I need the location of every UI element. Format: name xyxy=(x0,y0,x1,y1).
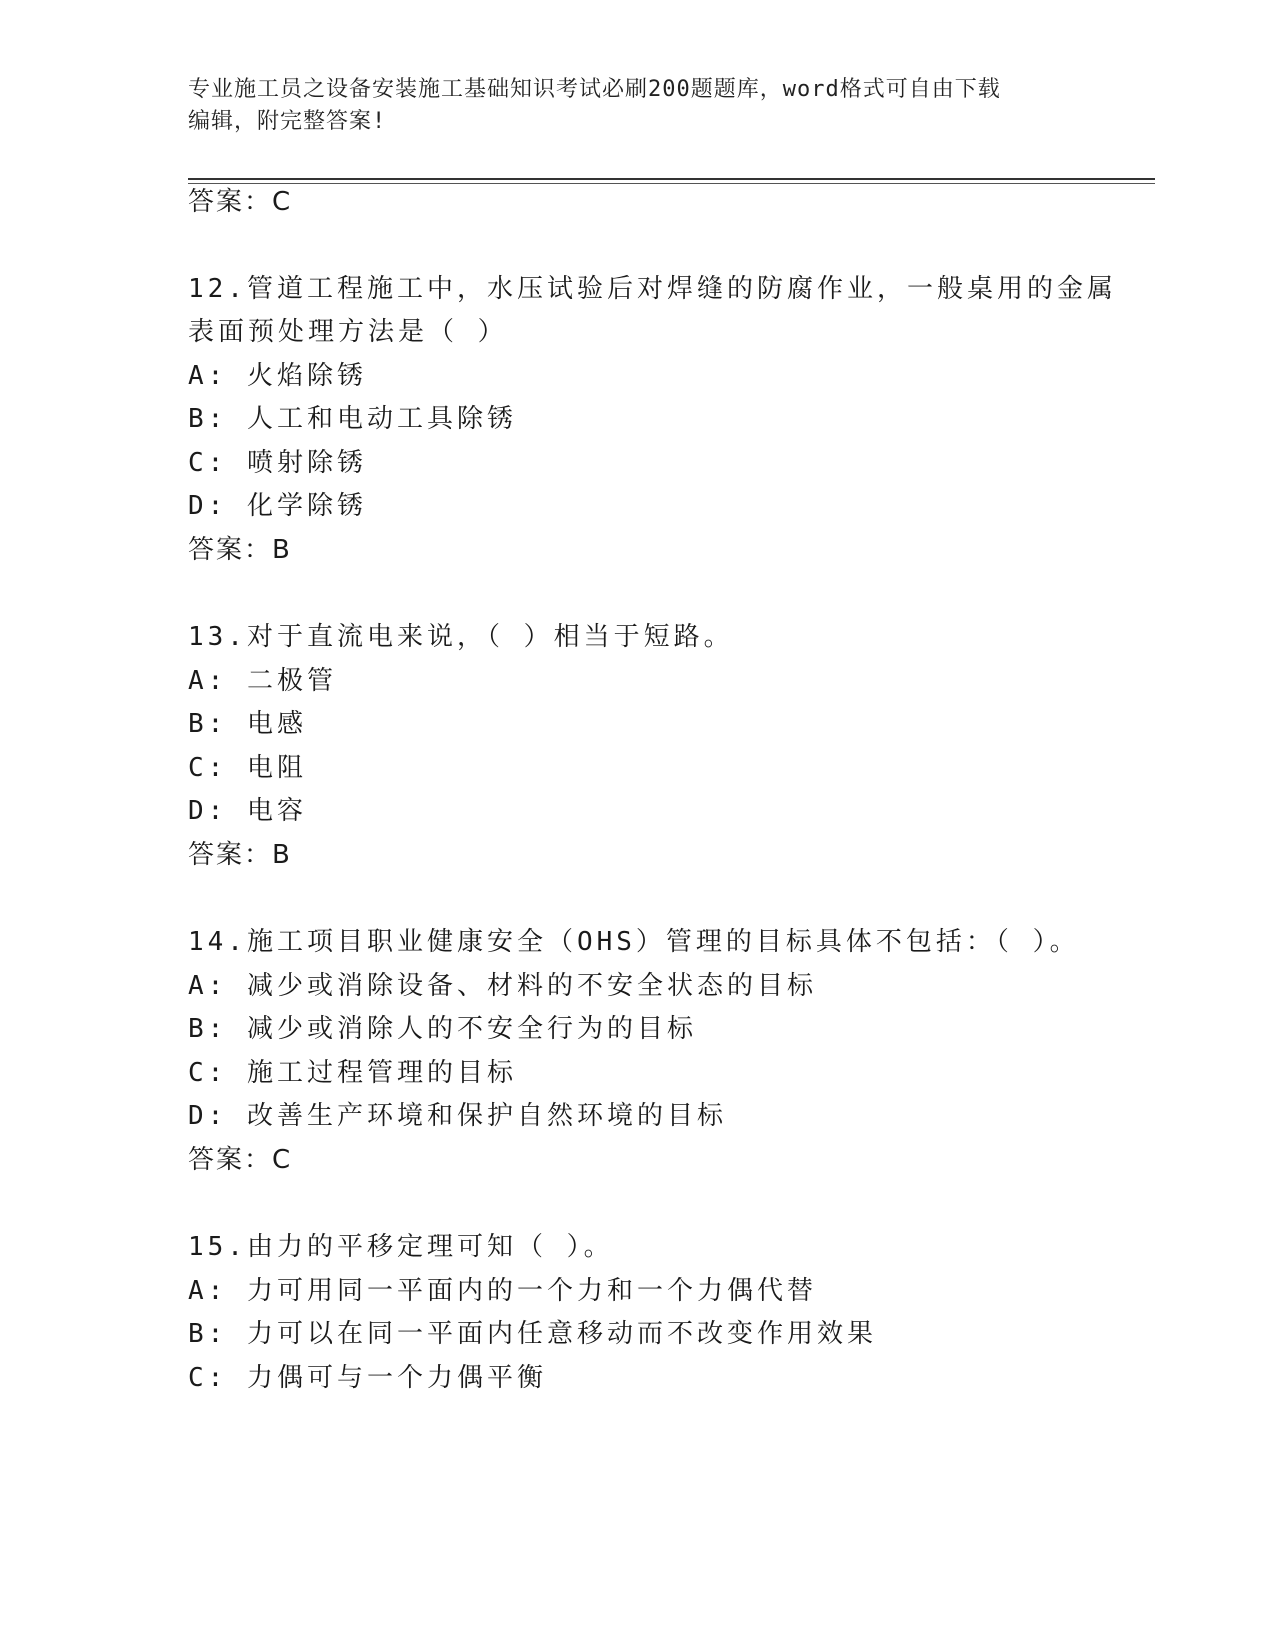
question-15-option-c: C: 力偶可与一个力偶平衡 xyxy=(188,1363,547,1393)
question-13-answer: 答案：B xyxy=(188,840,292,870)
question-13-option-b: B: 电感 xyxy=(188,709,307,739)
question-14-answer: 答案：C xyxy=(188,1145,293,1175)
question-12-stem-line-1: 12.管道工程施工中，水压试验后对焊缝的防腐作业，一般桌用的金属 xyxy=(188,274,1117,304)
question-13-option-a: A: 二极管 xyxy=(188,666,337,696)
answer-previous: 答案：C xyxy=(188,187,293,217)
header-divider-thin xyxy=(188,183,1155,184)
question-14-option-c: C: 施工过程管理的目标 xyxy=(188,1058,517,1088)
question-15-stem: 15.由力的平移定理可知（ ）。 xyxy=(188,1232,614,1262)
question-14-option-a: A: 减少或消除设备、材料的不安全状态的目标 xyxy=(188,971,817,1001)
question-14-option-b: B: 减少或消除人的不安全行为的目标 xyxy=(188,1014,697,1044)
question-13-stem: 13.对于直流电来说，（ ）相当于短路。 xyxy=(188,622,734,652)
question-14-stem: 14.施工项目职业健康安全（OHS）管理的目标具体不包括：（ ）。 xyxy=(188,927,1080,957)
question-12-stem-line-2: 表面预处理方法是（ ） xyxy=(188,317,508,347)
header-divider-thick xyxy=(188,178,1155,180)
question-14-option-d: D: 改善生产环境和保护自然环境的目标 xyxy=(188,1101,727,1131)
question-12-option-c: C: 喷射除锈 xyxy=(188,448,367,478)
header-title-line-1: 专业施工员之设备安装施工基础知识考试必刷200题题库，word格式可自由下载 xyxy=(188,77,1001,102)
question-13-option-c: C: 电阻 xyxy=(188,753,307,783)
question-12-answer: 答案：B xyxy=(188,535,292,565)
question-12-option-a: A: 火焰除锈 xyxy=(188,361,367,391)
question-15-option-b: B: 力可以在同一平面内任意移动而不改变作用效果 xyxy=(188,1319,877,1349)
question-13-option-d: D: 电容 xyxy=(188,796,307,826)
header-title-line-2: 编辑，附完整答案! xyxy=(188,109,387,134)
question-12-option-b: B: 人工和电动工具除锈 xyxy=(188,404,517,434)
question-15-option-a: A: 力可用同一平面内的一个力和一个力偶代替 xyxy=(188,1276,817,1306)
document-header xyxy=(188,74,1068,138)
question-12-option-d: D: 化学除锈 xyxy=(188,491,367,521)
